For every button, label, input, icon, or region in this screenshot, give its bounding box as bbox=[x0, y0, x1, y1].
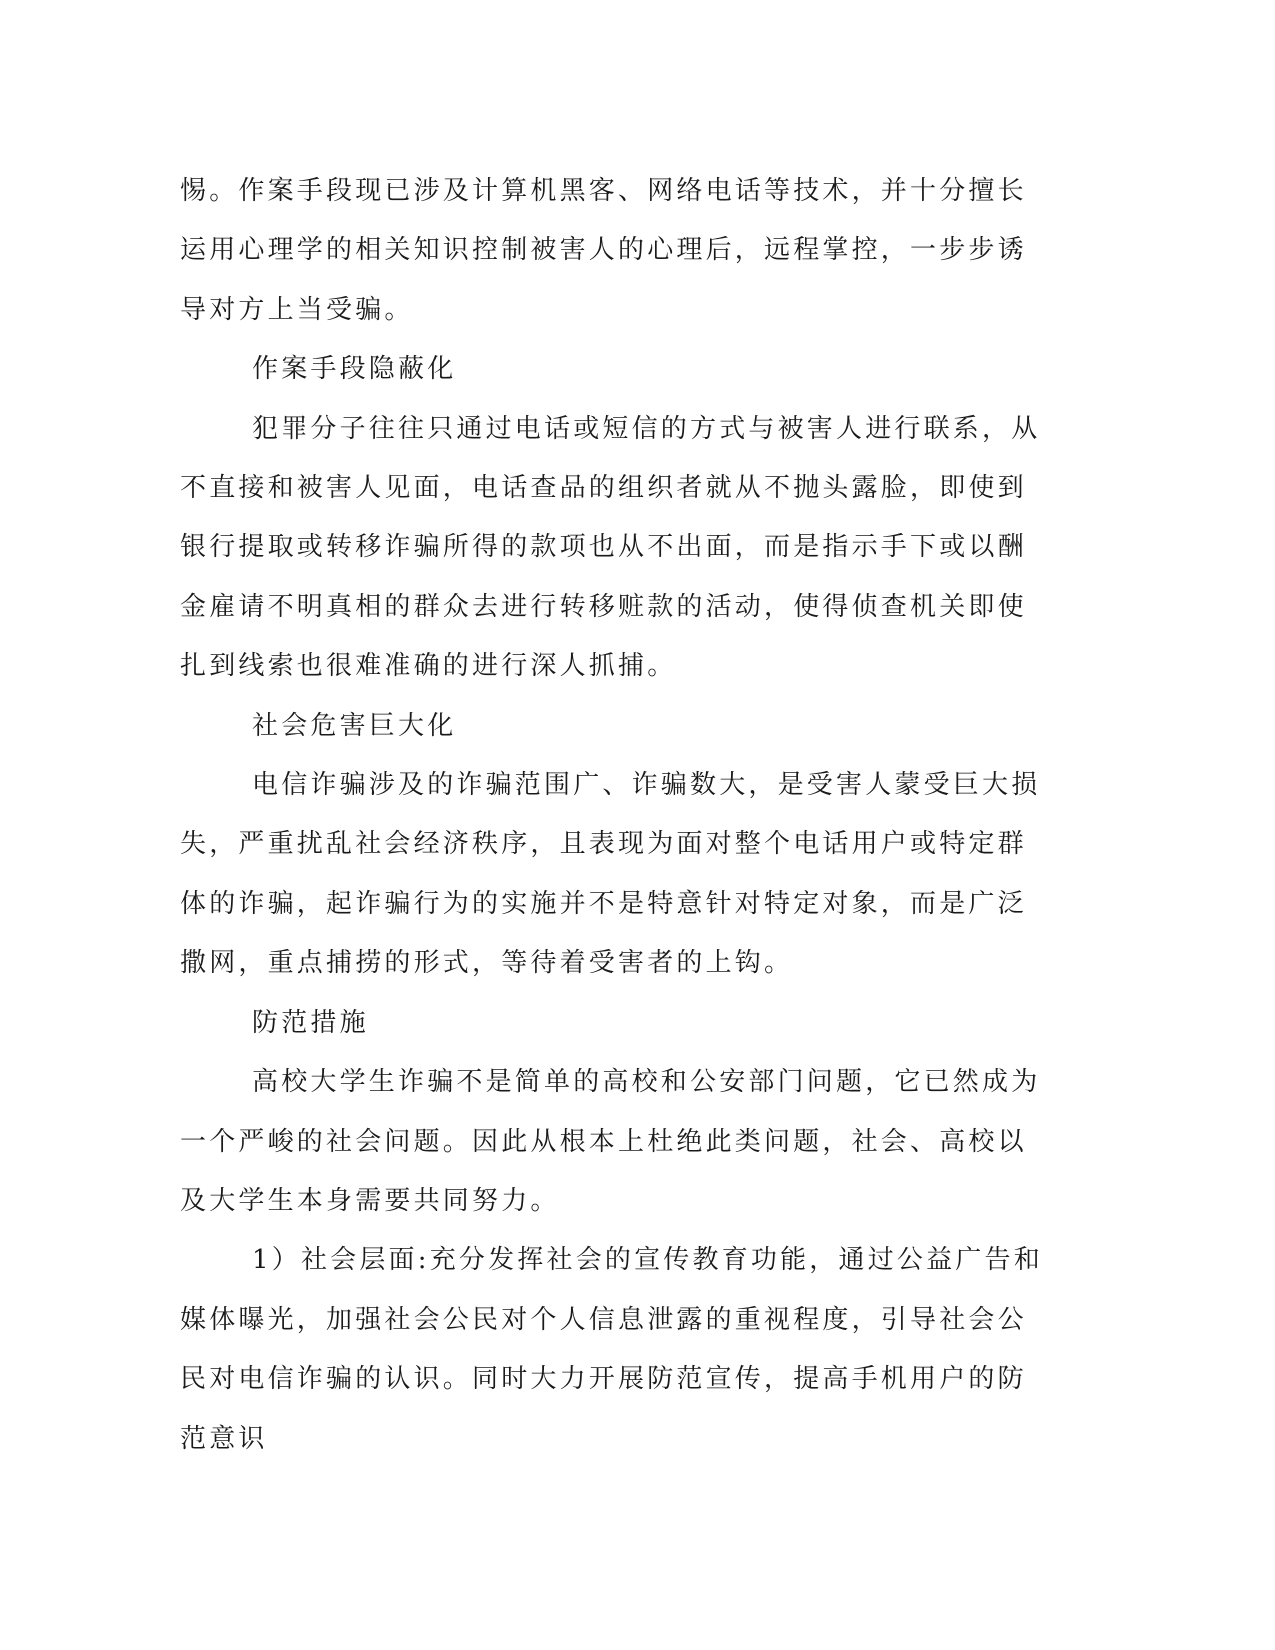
heading-concealed-methods: 作案手段隐蔽化 bbox=[252, 354, 457, 385]
heading-social-harm: 社会危害巨大化 bbox=[252, 710, 457, 741]
paragraph-social-level: 1）社会层面:充分发挥社会的宣传教育功能，通过公益广告和媒体曝光，加强社会公民对个人信息泄露的重视程度，引导社会公民对电信诈骗的认识。同时大力开展防范宣传，提高手机用户的防范意识 bbox=[180, 1245, 1043, 1454]
paragraph-prevention-intro: 高校大学生诈骗不是简单的高校和公安部门问题，它已然成为一个严峻的社会问题。因此从根本上杜绝此类问题，社会、高校以及大学生本身需要共同努力。 bbox=[180, 1067, 1041, 1216]
paragraph-concealed-methods: 犯罪分子往往只通过电话或短信的方式与被害人进行联系，从不直接和被害人见面，电话查品的组织者就从不抛头露脸，即使到银行提取或转移诈骗所得的款项也从不出面，而是指示手下或以酬金雇请不明真相的群众去进行转移赃款的活动，使得侦查机关即使扎到线索也很难准确的进行深人抓捕。 bbox=[180, 413, 1041, 682]
heading-prevention-measures: 防范措施 bbox=[252, 1007, 369, 1038]
document-body bbox=[180, 162, 1048, 1469]
paragraph-social-harm: 电信诈骗涉及的诈骗范围广、诈骗数大，是受害人蒙受巨大损失，严重扰乱社会经济秩序，且表现为面对整个电话用户或特定群体的诈骗，起诈骗行为的实施并不是特意针对特定对象，而是广泛撒网，重点捕捞的形式，等待着受害者的上钩。 bbox=[180, 770, 1041, 979]
paragraph-fraud-methods-continued: 惕。作案手段现已涉及计算机黑客、网络电话等技术，并十分擅长运用心理学的相关知识控制被害人的心理后，远程掌控，一步步诱导对方上当受骗。 bbox=[180, 176, 1027, 325]
